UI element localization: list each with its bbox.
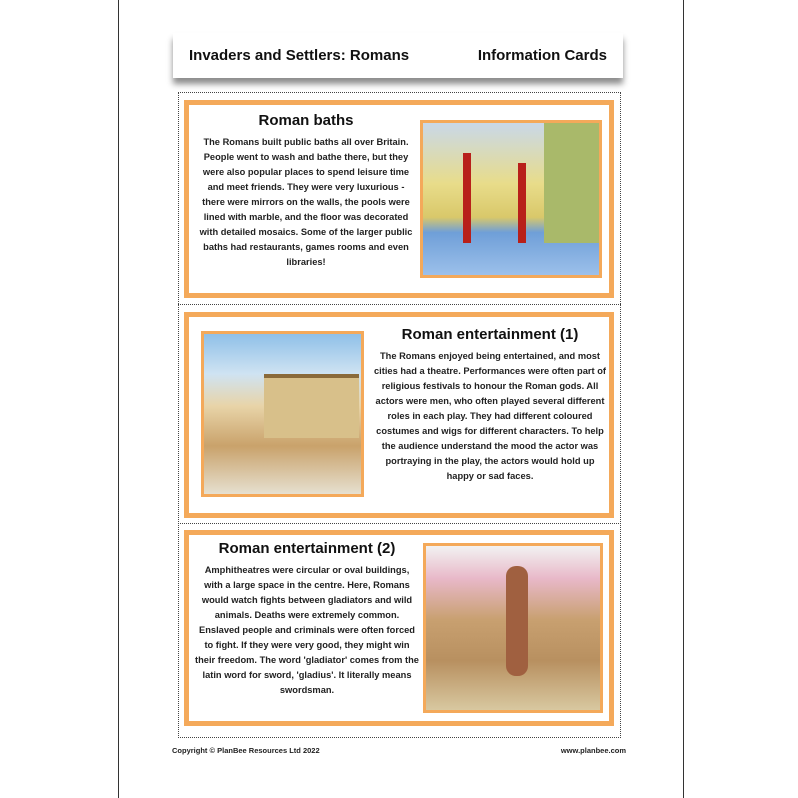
card-title: Roman baths <box>258 112 354 129</box>
card-roman-entertainment-2 <box>184 530 614 726</box>
worksheet-title: Invaders and Settlers: Romans <box>189 47 410 64</box>
card-title: Roman entertainment (2) <box>218 540 396 557</box>
website-link[interactable]: www.planbee.com <box>560 746 626 755</box>
card-title: Roman entertainment (1) <box>401 326 579 343</box>
card-body: Amphitheatres were circular or oval buildings, with a large space in the centre. Here, Romans would watch fights between gladiators and wild animals. Deaths were extremely common. Enslaved people and criminals were often forced to fight. If they were very good, they might win their freedom. The word 'gladiator' comes from the latin word for sword, 'gladius'. It literally means swordsman. <box>195 565 419 695</box>
cut-line <box>178 304 621 305</box>
roman-theatre-illustration <box>201 331 364 497</box>
roman-baths-illustration <box>420 120 602 278</box>
copyright-text: Copyright © PlanBee Resources Ltd 2022 <box>172 746 320 755</box>
gladiator-illustration <box>423 543 603 713</box>
cut-line <box>178 523 621 524</box>
worksheet-subtitle: Information Cards <box>477 47 607 64</box>
header-banner <box>173 33 623 78</box>
card-roman-baths <box>184 100 614 298</box>
card-roman-entertainment-1 <box>184 312 614 518</box>
card-body: The Romans built public baths all over Britain. People went to wash and bathe there, but they were also popular places to spend leisure time and meet friends. They were very luxurious - there were mirrors on the walls, the pools were lined with marble, and the floor was decorated with detailed mosaics. Some of the larger public baths had restaurants, games rooms and even libraries! <box>199 137 413 267</box>
card-body: The Romans enjoyed being entertained, and most cities had a theatre. Performances were often part of religious festivals to honour the Roman gods. All actors were men, who often played several different roles in each play. They had different coloured costumes and wigs for different characters. To help the audience understand the mood the actor was portraying in the play, the actors would hold up happy or sad faces. <box>374 351 606 481</box>
